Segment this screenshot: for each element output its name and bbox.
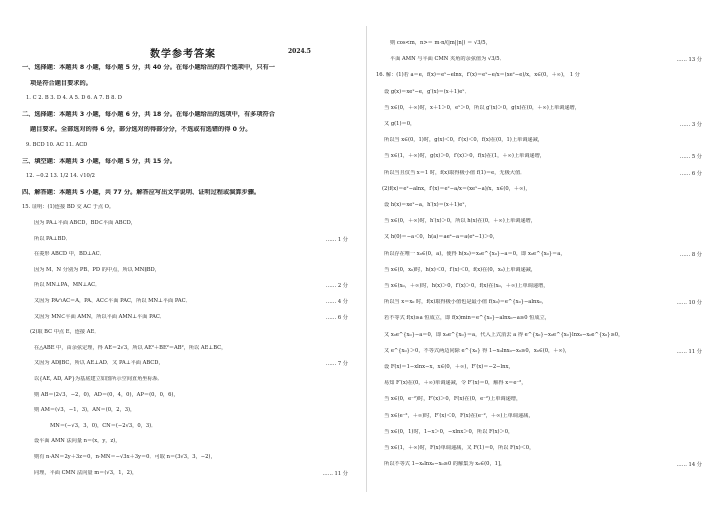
right-page-line: 所以不等式 1−x₀lnx₀−x₀≥0 的解集为 x₀∈(0，1]， [384,461,506,468]
right-page-line: 又 h(0)＝−a＜0，h(a)＝aeᵃ−a＝a(eᵃ−1)＞0， [384,234,498,241]
left-page-line: 二、选择题：本题共 3 小题，每小题 6 分，共 18 分。在每小题给出的选项中，有多项符合 [22,110,275,118]
left-page-line: 三、填空题：本题共 3 小题，每小题 5 分，共 15 分。 [22,157,176,165]
left-page-line: 因为 PA⊥平面 ABCD，BD⊂平面 ABCD， [34,220,136,226]
right-page-line: 所以当且仅当 x＝1 时，f(x)取得极小值 f(1)＝e，无极大值． [384,169,526,176]
right-page-line: 设 g(x)＝xeˣ−e，g′(x)＝(x＋1)eˣ． [384,88,470,95]
right-page [376,30,706,488]
left-page-line: 又因为 AD∥BC，所以 AE⊥AD．又 PA⊥平面 ABCD， [34,360,164,367]
right-page-line: 当 x∈(0，＋∞)时，h′(x)＞0，所以 h(x)在(0，＋∞)上单调递增， [384,218,536,225]
left-page-line: 12. −0.2 13. 1/2 14. √10/2 [26,173,95,180]
left-page-line: 则 AM＝(√3，−1，3)，AN＝(0，2，3)， [34,407,136,414]
score-marker: …… 13 分 [676,57,702,64]
score-marker: …… 11 分 [322,470,348,477]
left-page-line: 15. 证明：(1)连接 BD 交 AC 于点 O。 [22,204,115,211]
left-page-line: 同理，平面 CMN 法向量 m＝(√3，1，2)， [34,469,138,476]
left-page-line: 1. C 2. B 3. D 4. A 5. D 6. A 7. B 8. D [26,95,122,102]
right-page-line: 当 x∈(0，x₀)时，h(x)＜0，f′(x)＜0，f(x)在(0，x₀)上单调递减， [384,266,537,273]
left-page-line: 一、选择题：本题共 8 小题，每小题 5 分，共 40 分。在每小题给出的四个选项中，只有一 [22,64,275,71]
left-page-line: 项是符合题目要求的。 [30,79,92,87]
right-page-line: 当 x∈(1，＋∞)时，F(x)单调递减，又 F(1)＝0，所以 F(x)＜0， [384,445,535,451]
left-page [22,30,352,488]
left-page-line: (2)取 BC 中点 E，连接 AE． [30,329,100,336]
left-page-line: MN＝(−√3，3，0)，CN＝(−2√3，0，3)． [50,422,157,429]
right-page-line: 则 cos<m，n>＝ m·n/(|m||n|) ＝ √3/5， [390,40,491,46]
right-page-line: 当 x∈(0，1)时，1−x＞0，−xlnx＞0，所以 F(x)＞0， [384,428,514,435]
left-page-line: 题目要求。全部选对的得 6 分，部分选对的得部分分，不选或有选错的得 0 分。 [30,126,252,134]
left-page-line: 四、解答题：本题共 5 小题，共 77 分。解答应写出文字说明、证明过程或演算步骤。 [22,188,261,196]
right-page-line: 又 e^{x₀}＞0，不等式两边同除 e^{x₀} 得 1−x₀lnx₀−x₀≥0，x₀∈(0，＋∞)， [384,347,570,354]
right-page-line: 当 x∈(e⁻²，＋∞)时，F′(x)＜0，F(x)在(e⁻²，＋∞)上单调递减， [384,412,534,419]
page-divider-shadow [366,26,367,492]
score-marker: …… 8 分 [679,251,702,258]
score-marker: …… 2 分 [325,283,348,290]
right-page-line: 当 x∈(x₀，＋∞)时，h(x)＞0，f′(x)＞0，f(x)在(x₀，＋∞)上单调递增， [384,283,549,289]
left-page-line: 以{AE, AD, AP}为基底建立如图所示空间直角坐标系． [34,376,164,382]
right-page-line: 又 g(1)＝0， [384,121,416,127]
left-page-line: 又因为 MN⊂平面 AMN，所以平面 AMN⊥平面 PAC． [34,313,166,320]
score-marker: …… 3 分 [679,122,702,128]
left-page-line: 所以 PA⊥BD． [34,235,71,242]
right-page-line: 易知 F′(x)在(0，＋∞)单调递减，令 F′(x)＝0，解得 x＝e⁻²， [384,380,527,387]
left-page-line: 则 AB＝(2√3，−2，0)，AD＝(0，4，0)，AP＝(0，0，6)， [34,391,179,398]
right-page-line: 又 x₀e^{x₀}−a＝0，即 x₀e^{x₀}＝a，代入上式消去 a 得 e^{x₀}−x₀e^{x₀}lnx₀−x₀e^{x₀}≥0， [384,331,624,338]
page-title: 数学参考答案 [150,49,216,60]
score-marker: …… 1 分 [325,236,348,243]
score-marker: …… 11 分 [676,348,702,355]
right-page-line: 设 h(x)＝xeˣ−a，h′(x)＝(x＋1)eˣ， [384,202,470,208]
left-page-line: 设平面 AMN 法向量 n＝(x，y，z)， [34,438,121,445]
right-page-line: (2)f(x)＝eˣ−alnx，f′(x)＝eˣ−a/x＝(xeˣ−a)/x，x∈(0，＋∞)， [382,185,531,192]
left-page-line: 因为 M、N 分别为 PB、PD 的中点，所以 MN∥BD， [34,266,160,273]
left-page-line: 则有 n·AN＝2y＋3z＝0，n·MN＝−√3x＋3y＝0．可取 n＝(3√3，3，−2)， [34,454,216,460]
right-page-line: 设 F(x)＝1−xlnx−x，x∈(0，＋∞)，F′(x)＝−2−lnx， [384,364,514,370]
right-page-line: 若不等式 f(x)≥a 恒成立，即 f(x)min＝e^{x₀}−alnx₀−a≥0 恒成立， [384,315,550,322]
score-marker: …… 4 分 [325,299,348,305]
right-page-line: 当 x∈(0，＋∞)时，x＋1＞0，eˣ＞0，所以 g′(x)＞0，g(x)在(0，＋∞)上单调递增， [384,104,580,111]
left-page-line: 所以 MN⊥PA，MN⊥AC． [34,282,101,289]
right-page-line: 所以当 x∈(0，1)时，g(x)＜0，f′(x)＜0，f(x)在(0，1)上单调递减， [384,137,543,144]
exam-date: 2024.5 [288,48,311,55]
score-marker: …… 14 分 [676,462,702,469]
score-marker: …… 7 分 [325,361,348,368]
score-marker: …… 10 分 [676,300,702,307]
right-page-line: 当 x∈(1，＋∞)时，g(x)＞0，f′(x)＞0，f(x)在(1，＋∞)上单调递增， [384,153,545,160]
right-page-line: 16. 解：(1)若 a＝e，f(x)＝eˣ−elnx，f′(x)＝eˣ−e/x＝(xeˣ−e)/x，x∈(0，＋∞)， 1 分 [376,72,580,79]
left-page-line: 又因为 PA∩AC＝A，PA、AC⊂平面 PAC，所以 MN⊥平面 PAC． [34,298,191,304]
left-page-line: 9. BCD 10. AC 11. ACD [26,142,88,148]
left-page-line: 在△ABE 中，由余弦定理，得 AE＝2√3，所以 AE²＋BE²＝AB²，所以 AE⊥BC， [34,344,227,351]
right-page-line: 所以存在唯一 x₀∈(0，a)，使得 h(x₀)＝x₀e^{x₀}−a＝0，即 x₀e^{x₀}＝a， [384,250,566,257]
score-marker: …… 6 分 [325,314,348,321]
score-marker: …… 6 分 [679,170,702,177]
right-page-line: 所以当 x＝x₀ 时，f(x)取得极小值也是最小值 f(x₀)＝e^{x₀}−alnx₀， [384,299,547,306]
right-page-line: 当 x∈(0，e⁻²)时，F′(x)＞0，F(x)在(0，e⁻²)上单调递增， [384,396,522,403]
right-page-line: 平面 AMN 与平面 CMN 夹角的余弦值为 √3/5． [390,56,505,63]
score-marker: …… 5 分 [679,154,702,161]
left-page-line: 在菱形 ABCD 中，BD⊥AC． [34,251,105,258]
